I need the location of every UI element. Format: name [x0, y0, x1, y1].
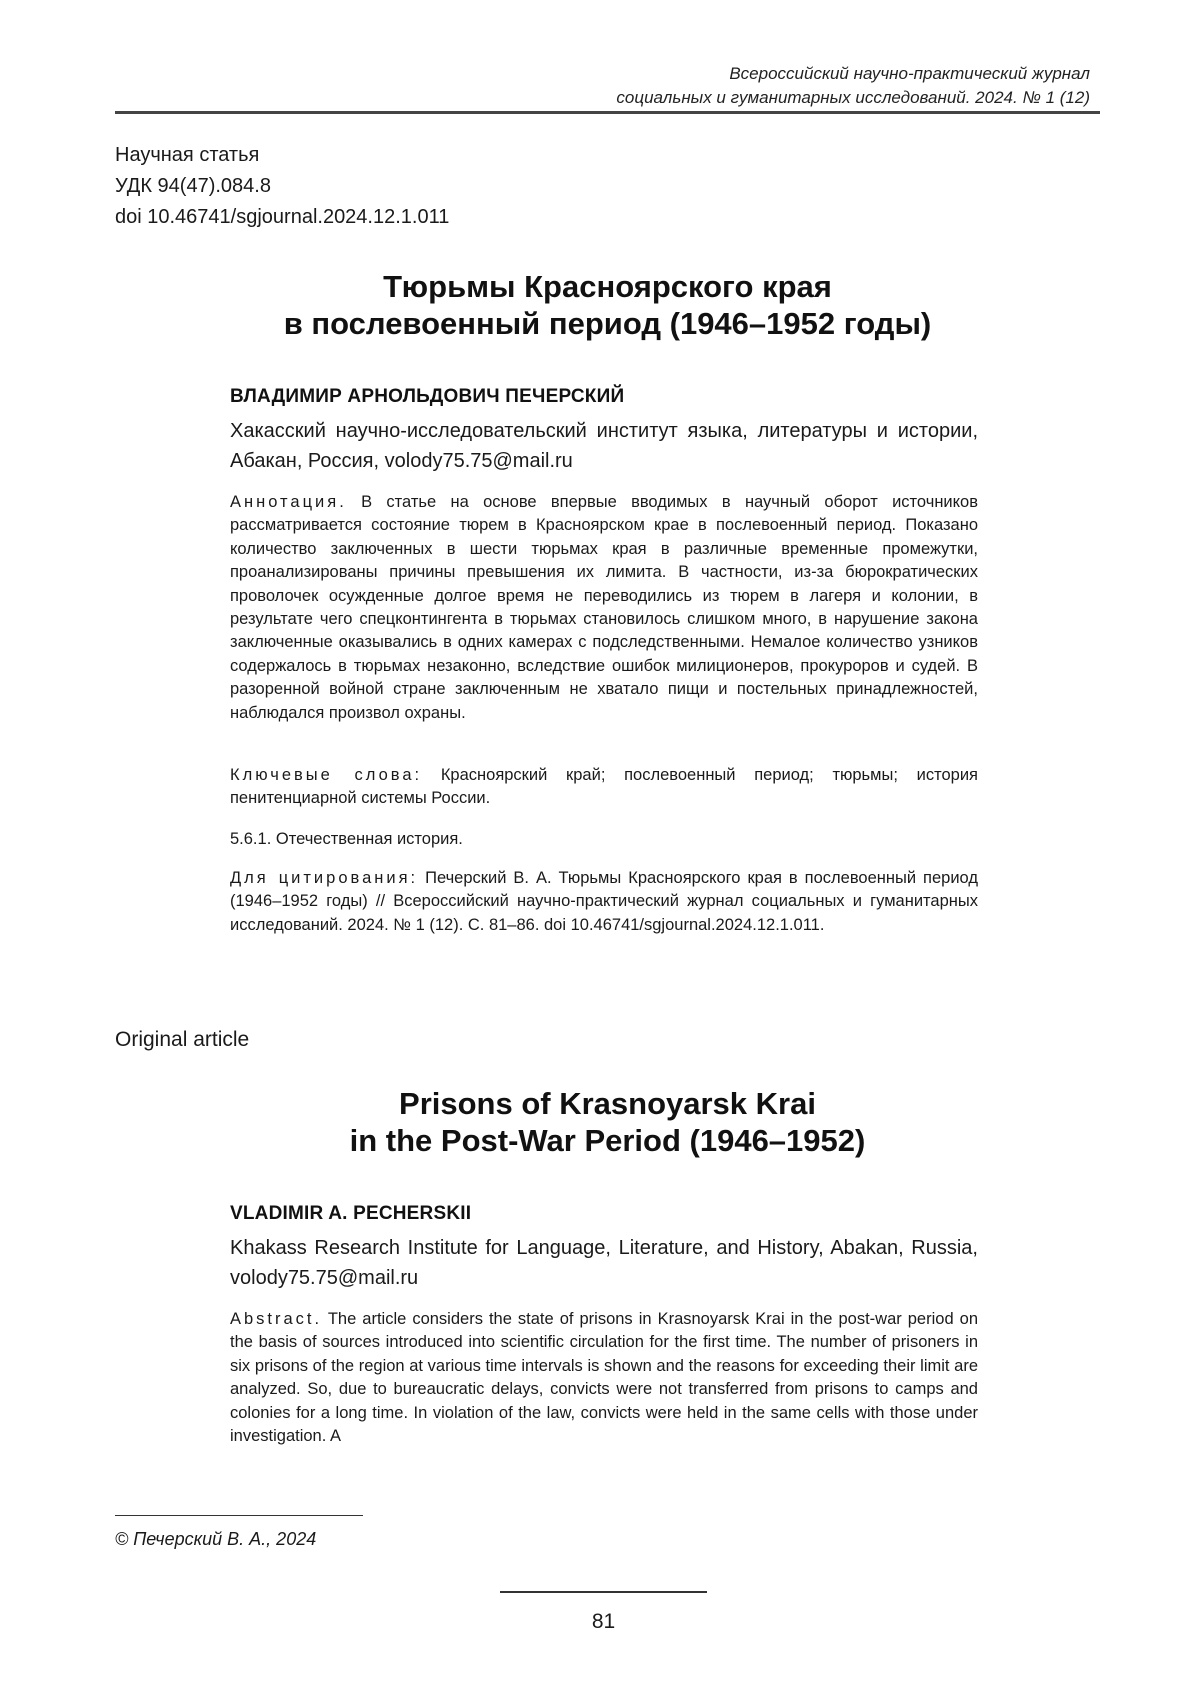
abstract-ru: [230, 491, 978, 725]
article-type: Научная статья: [115, 144, 260, 166]
journal-header-line-2: социальных и гуманитарных исследований. 2024. № 1 (12): [616, 88, 1090, 107]
affiliation-ru: Хакасский научно-исследовательский институт языка, литературы и истории, Абакан, Россия, volody75.75@mail.ru: [230, 420, 978, 472]
copyright-notice: © Печерский В. А., 2024: [115, 1529, 317, 1549]
title-ru-line-2: в послевоенный период (1946–1952 годы): [283, 306, 932, 341]
udk-code: УДК 94(47).084.8: [115, 175, 271, 197]
abstract-en: [230, 1308, 978, 1448]
header-rule: [115, 111, 1100, 114]
citation-ru-text: Печерский В. А. Тюрьмы Красноярского края в послевоенный период (1946–1952 годы) // Всероссийский научно-практический журнал социальных и гуманитарных исследований. 2024. № 1 (12). С. 81–86. doi 10.46741/sgjournal.2024.12.1.011.: [230, 869, 978, 934]
page-number-rule: [500, 1591, 707, 1593]
citation-ru-label: Для цитирования:: [230, 869, 419, 887]
title-en-line-2: in the Post-War Period (1946–1952): [349, 1123, 866, 1158]
journal-header-line-1: Всероссийский научно-практический журнал: [729, 64, 1090, 83]
footnote-rule: [115, 1515, 363, 1516]
title-en: [115, 1085, 1100, 1159]
abstract-ru-label: Аннотация.: [230, 493, 347, 511]
journal-running-header: [390, 62, 1090, 110]
title-ru-line-1: Тюрьмы Красноярского края: [383, 269, 832, 304]
classification-ru: 5.6.1. Отечественная история.: [230, 830, 463, 848]
doi: doi 10.46741/sgjournal.2024.12.1.011: [115, 206, 450, 228]
author-en: VLADIMIR A. PECHERSKII: [230, 1203, 472, 1224]
keywords-ru: [230, 764, 978, 811]
keywords-ru-label: Ключевые слова:: [230, 766, 423, 784]
article-meta: [115, 140, 449, 233]
affiliation-en: Khakass Research Institute for Language, Literature, and History, Abakan, Russia, volody75.75@mail.ru: [230, 1237, 978, 1289]
author-ru: ВЛАДИМИР АРНОЛЬДОВИЧ ПЕЧЕРСКИЙ: [230, 386, 625, 407]
abstract-ru-text: В статье на основе впервые вводимых в научный оборот источников рассматривается состояние тюрем в Красноярском крае в послевоенный период. Показано количество заключенных в шести тюрьмах края в различные временные промежутки, проанализированы причины превышения их лимита. В частности, из-за бюрократических проволочек осужденные долгое время не переводились из тюрем в лагеря и колонии, в результате чего спецконтингента в тюрьмах становилось слишком много, в нарушение закона заключенные оказывались в одних камерах с подследственными. Немалое количество узников содержалось в тюрьмах незаконно, вследствие ошибок милиционеров, прокуроров и судей. В разоренной войной стране заключенным не хватало пищи и постельных принадлежностей, наблюдался произвол охраны.: [230, 493, 978, 722]
title-en-line-1: Prisons of Krasnoyarsk Krai: [399, 1086, 816, 1121]
keywords-ru-text: Красноярский край; послевоенный период; тюрьмы; история пенитенциарной системы России.: [230, 766, 978, 808]
abstract-en-text: The article considers the state of prisons in Krasnoyarsk Krai in the post-war period on the basis of sources introduced into scientific circulation for the first time. The number of prisoners in six prisons of the region at various time intervals is shown and the reasons for exceeding their limit are analyzed. So, due to bureaucratic delays, convicts were not transferred from prisons to camps and colonies for a long time. In violation of the law, convicts were held in the same cells with those under investigation. A: [230, 1310, 978, 1446]
page-number: 81: [591, 1610, 616, 1633]
article-type-en: Original article: [115, 1028, 250, 1051]
citation-ru: [230, 867, 978, 937]
title-ru: [115, 268, 1100, 342]
abstract-en-label: Abstract.: [230, 1310, 323, 1328]
